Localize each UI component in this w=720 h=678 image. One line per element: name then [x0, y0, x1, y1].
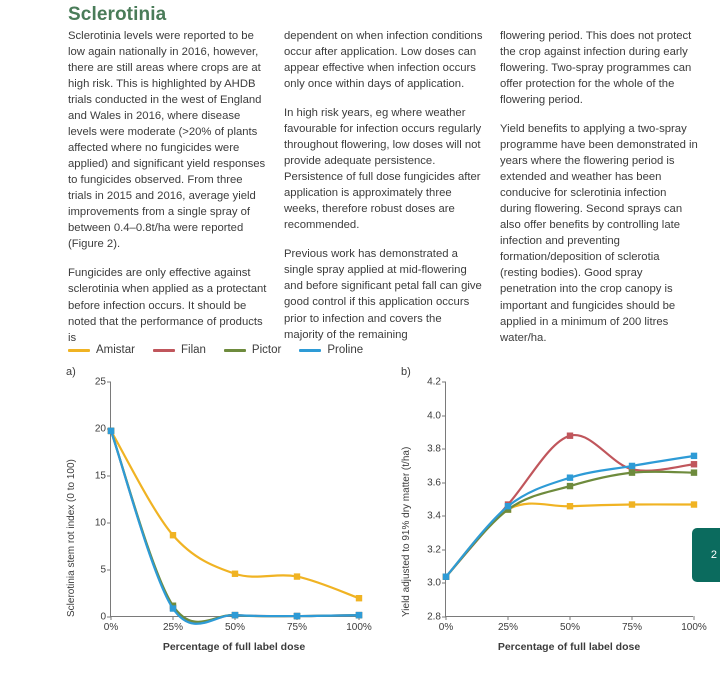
data-point-marker	[567, 503, 573, 509]
y-axis-tick-label: 10	[94, 517, 106, 529]
data-point-marker	[567, 483, 573, 489]
legend-swatch-icon	[153, 349, 175, 352]
data-point-marker	[691, 453, 697, 459]
chart-legend	[68, 344, 363, 356]
paragraph: dependent on when infection conditions occur after application. Low doses can appear effective when infection occurs only once within days of application.	[284, 30, 483, 91]
data-point-marker	[629, 463, 635, 469]
data-point-marker	[629, 501, 635, 507]
data-point-marker	[691, 501, 697, 507]
data-point-marker	[294, 573, 300, 579]
column-3	[500, 28, 699, 359]
data-point-marker	[356, 612, 362, 618]
paragraph: Yield benefits to applying a two-spray programme have been demonstrated in years where the flowering period is extended and weather has been conducive for sclerotinia infection during flowering. Second sprays can also offer benefits by controlling late infection and preventing formation/deposition of sclerotia (resting bodies). Good spray penetration into the crop canopy is important and fungicides should be applied in a minimum of 200 litres water/ha.	[500, 123, 698, 344]
legend-item	[224, 344, 281, 356]
data-point-marker	[691, 461, 697, 467]
legend-swatch-icon	[224, 349, 246, 352]
x-axis-tick-label: 25%	[497, 622, 519, 633]
x-axis-tick-label: 100%	[681, 622, 707, 633]
legend-label: Pictor	[251, 344, 282, 356]
article-columns	[68, 28, 700, 359]
y-axis-tick-label: 15	[94, 470, 106, 482]
x-axis-title: Percentage of full label dose	[162, 641, 306, 653]
data-point-marker	[294, 613, 300, 619]
legend-label: Filan	[180, 344, 206, 356]
data-point-marker	[170, 605, 176, 611]
paragraph: Previous work has demonstrated a single spray applied at mid-flowering and before significant petal fall can give good control if this application occurs prior to infection and covers the majority of the remaining	[284, 248, 482, 341]
panel-label: b)	[401, 366, 411, 378]
x-axis-tick-label: 0%	[438, 622, 454, 633]
x-axis-tick-label: 100%	[346, 622, 372, 633]
data-point-marker	[567, 474, 573, 480]
data-point-marker	[108, 428, 114, 434]
chart-panel-b	[387, 362, 712, 662]
page-number-tab: 2	[692, 528, 720, 582]
x-axis-tick-label: 50%	[224, 622, 246, 633]
x-axis-tick-label: 75%	[621, 622, 643, 633]
data-point-marker	[232, 612, 238, 618]
series-line	[111, 431, 359, 623]
paragraph: Fungicides are only effective against sclerotinia when applied as a protectant before infection occurs. It should be noted that the performance of products is	[68, 267, 267, 344]
y-axis-title: Sclerotinia stem rot index (0 to 100)	[66, 459, 77, 617]
plot-area	[94, 376, 372, 633]
y-axis-tick-label: 0	[100, 611, 106, 623]
series-canvas	[446, 382, 694, 617]
paragraph: Sclerotinia levels were reported to be low again nationally in 2016, however, there are still areas where crops are at high risk. This is highlighted by AHDB trials conducted in the west of England and Wales in 2016, where disease levels were moderate (>20% of plants affected where no fungicides were applied) and significant yield responses to fungicides observed. From three trials in 2015 and 2016, average yield improvements from a single spray of between 0.4–0.8t/ha were reported (Figure 2).	[68, 30, 266, 251]
x-axis-title: Percentage of full label dose	[497, 641, 641, 653]
legend-swatch-icon	[68, 349, 90, 352]
data-point-marker	[170, 532, 176, 538]
paragraph: In high risk years, eg where weather favourable for infection occurs regularly throughout flowering, low doses will not provide adequate persistence. Persistence of full dose fungicides after application is approximately three weeks, therefore robust doses are recommended.	[284, 107, 482, 232]
x-axis-tick-label: 75%	[286, 622, 308, 633]
chart-panel-a	[52, 362, 387, 662]
figure-charts	[52, 362, 712, 662]
column-2	[284, 28, 483, 359]
y-axis-tick-label: 3.4	[427, 510, 441, 522]
data-point-marker	[232, 571, 238, 577]
x-axis-tick-label: 0%	[103, 622, 119, 633]
y-axis-tick-label: 4.2	[427, 376, 441, 388]
legend-item	[299, 344, 363, 356]
y-axis-tick-label: 5	[100, 564, 106, 576]
legend-label: Proline	[327, 344, 364, 356]
y-axis-tick-label: 3.8	[427, 443, 441, 455]
plot-area	[427, 376, 707, 633]
series-line	[446, 504, 694, 577]
y-axis-title: Yield adjusted to 91% dry matter (t/ha)	[401, 446, 412, 617]
data-point-marker	[567, 433, 573, 439]
panel-label: a)	[66, 366, 76, 378]
page-title: Sclerotinia	[68, 4, 167, 25]
y-axis-tick-label: 25	[94, 376, 106, 388]
column-1	[68, 28, 267, 359]
series-line	[446, 456, 694, 577]
x-axis-tick-label: 50%	[559, 622, 581, 633]
series-line	[111, 431, 359, 622]
y-axis-tick-label: 2.8	[427, 611, 441, 623]
y-axis-tick-label: 3.6	[427, 477, 441, 489]
series-canvas	[111, 382, 359, 617]
legend-item	[153, 344, 206, 356]
y-axis-tick-label: 4.0	[427, 410, 441, 422]
paragraph: flowering period. This does not protect the crop against infection during early flowering. Two-spray programmes can offer protection for the whole of the flowering period.	[500, 30, 692, 107]
series-line	[111, 431, 359, 624]
data-point-marker	[356, 595, 362, 601]
data-point-marker	[443, 574, 449, 580]
y-axis-tick-label: 3.2	[427, 544, 441, 556]
data-point-marker	[505, 503, 511, 509]
y-axis-tick-label: 3.0	[427, 577, 441, 589]
legend-swatch-icon	[299, 349, 321, 352]
legend-label: Amistar	[96, 344, 135, 356]
data-point-marker	[629, 469, 635, 475]
y-axis-tick-label: 20	[94, 423, 106, 435]
x-axis-tick-label: 25%	[162, 622, 184, 633]
legend-item	[68, 344, 135, 356]
data-point-marker	[691, 469, 697, 475]
